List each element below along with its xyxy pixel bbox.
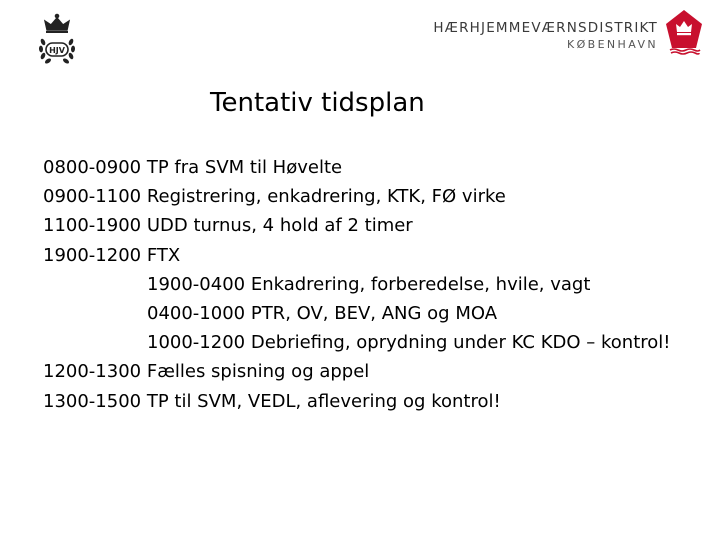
- hjv-emblem-logo: [34, 12, 80, 66]
- svg-text:HJV: HJV: [49, 46, 65, 55]
- schedule-subitem: 0400-1000 PTR, OV, BEV, ANG og MOA: [147, 302, 498, 324]
- district-shield-logo: [664, 8, 704, 56]
- schedule-item: 1900-1200 FTX: [43, 244, 181, 266]
- crown-emblem-icon: [34, 12, 80, 66]
- schedule-subitem: 1000-1200 Debriefing, oprydning under KC KDO – kontrol!: [147, 332, 671, 354]
- page-title: Tentativ tidsplan: [210, 88, 425, 118]
- schedule-item: 1200-1300 Fælles spisning og appel: [43, 361, 370, 383]
- schedule-subitem: 1900-0400 Enkadrering, forberedelse, hvile, vagt: [147, 273, 591, 295]
- crowned-shield-icon: [664, 8, 704, 56]
- schedule-list: [43, 153, 671, 416]
- schedule-item: 0900-1100 Registrering, enkadrering, KTK, FØ virke: [43, 186, 506, 208]
- district-city: KØBENHAVN: [566, 37, 658, 51]
- schedule-item: 1100-1900 UDD turnus, 4 hold af 2 timer: [43, 215, 413, 237]
- schedule-item: 0800-0900 TP fra SVM til Høvelte: [43, 157, 343, 178]
- district-name: HÆRHJEMMEVÆRNSDISTRIKT: [433, 20, 658, 36]
- schedule-item: 1300-1500 TP til SVM, VEDL, aflevering og kontrol!: [43, 390, 501, 412]
- district-header: [433, 22, 658, 50]
